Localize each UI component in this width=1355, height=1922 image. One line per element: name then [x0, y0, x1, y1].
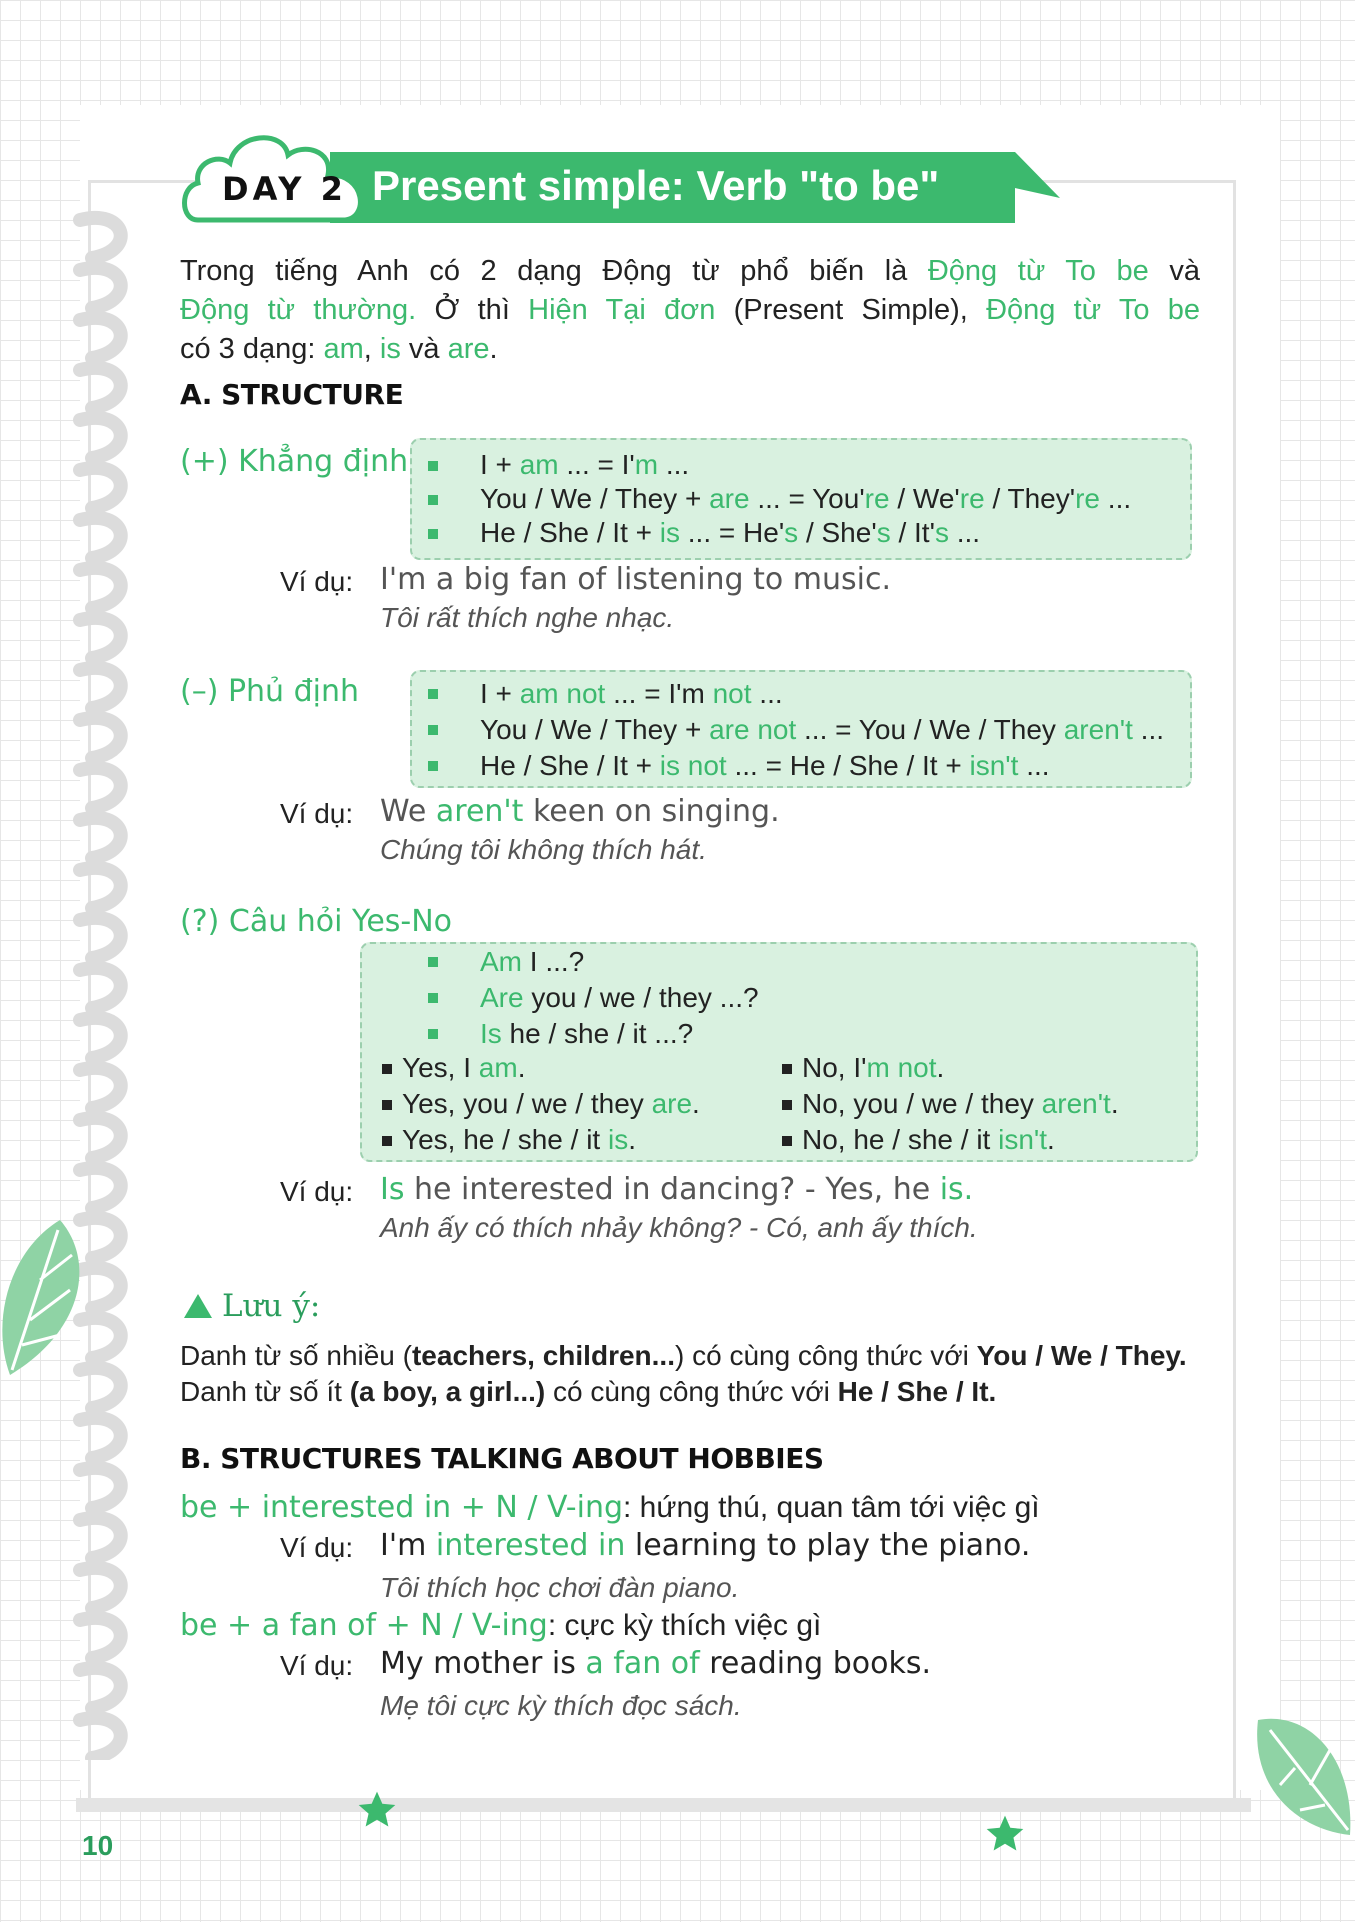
intro-paragraph [180, 252, 1200, 369]
intro-highlight: Hiện Tại đơn [528, 294, 716, 326]
negative-row-text: He / She / It + is not ... = He / She / It + isn't ... [480, 750, 1050, 781]
structure-line: be + interested in + N / V-ing: hứng thú, quan tâm tới việc gì [180, 1490, 1040, 1525]
intro-highlight: am [323, 333, 364, 365]
yes-answer: Yes, he / she / it is. [382, 1122, 636, 1158]
star-icon-right [983, 1812, 1027, 1856]
example-label: Ví dụ: [280, 1532, 354, 1563]
intro-highlight: Động từ To be [927, 255, 1149, 287]
intro-highlight: is [379, 333, 401, 365]
intro-text: Trong tiếng Anh có 2 dạng Động từ phổ biến là [180, 255, 928, 287]
negative-box [410, 670, 1192, 788]
note-title: Lưu ý: [184, 1288, 320, 1324]
negative-example: We aren't keen on singing. [380, 794, 780, 829]
intro-text: , [363, 333, 380, 365]
intro-text: và [400, 333, 448, 365]
negative-row-text: You / We / They + are not ... = You / We / They aren't ... [480, 714, 1165, 745]
affirmative-row-text: You / We / They + are ... = You're / We're / They're ... [480, 483, 1132, 514]
bullet-icon [428, 529, 438, 539]
no-answer: No, you / we / they aren't. [782, 1086, 1119, 1122]
section-b-heading: B. STRUCTURES TALKING ABOUT HOBBIES [180, 1442, 824, 1475]
affirmative-row [412, 448, 1190, 482]
structure-line: be + a fan of + N / V-ing: cực kỳ thích việc gì [180, 1608, 822, 1643]
question-row [412, 980, 912, 1016]
question-label: (?) Câu hỏi Yes-No [180, 904, 453, 939]
spiral-binding-icon [60, 200, 150, 1760]
intro-text: . [489, 333, 498, 365]
intro-highlight: Động từ thường. [180, 294, 417, 326]
bullet-icon [428, 761, 438, 771]
example-label: Ví dụ: [280, 798, 354, 829]
structure-translation: Tôi thích học chơi đàn piano. [380, 1572, 740, 1603]
bullet-icon [382, 1064, 392, 1074]
bullet-icon [428, 957, 438, 967]
question-row-text: Is he / she / it ...? [480, 1018, 694, 1049]
affirmative-translation: Tôi rất thích nghe nhạc. [380, 602, 675, 633]
day-label: DAY 2 [222, 170, 347, 208]
intro-text: và [1148, 255, 1200, 287]
structure-example: My mother is a fan of reading books. [380, 1646, 932, 1681]
affirmative-example: I'm a big fan of listening to music. [380, 562, 892, 597]
affirmative-box [410, 438, 1192, 560]
question-row [412, 944, 912, 980]
structure-translation: Mẹ tôi cực kỳ thích đọc sách. [380, 1690, 742, 1721]
question-translation: Anh ấy có thích nhảy không? - Có, anh ấy thích. [380, 1212, 978, 1243]
star-icon-left [355, 1788, 399, 1832]
leaf-left-icon [0, 1210, 90, 1380]
affirmative-row [412, 516, 1190, 550]
page-title: Present simple: Verb "to be" [372, 162, 940, 209]
intro-highlight: are [447, 333, 490, 365]
bullet-icon [428, 725, 438, 735]
bullet-icon [428, 495, 438, 505]
example-label: Ví dụ: [280, 1650, 354, 1681]
yes-answer: Yes, I am. [382, 1050, 525, 1086]
no-answer: No, I'm not. [782, 1050, 944, 1086]
negative-translation: Chúng tôi không thích hát. [380, 834, 707, 865]
bullet-icon [428, 1029, 438, 1039]
bullet-icon [428, 993, 438, 1003]
page-number: 10 [82, 1830, 114, 1861]
question-row [412, 1016, 912, 1052]
no-answer: No, he / she / it isn't. [782, 1122, 1055, 1158]
negative-row-text: I + am not ... = I'm not ... [480, 678, 783, 709]
bullet-icon [428, 689, 438, 699]
example-label: Ví dụ: [280, 566, 354, 597]
negative-row [412, 712, 1190, 748]
question-box [360, 942, 1198, 1162]
bullet-icon [782, 1100, 792, 1110]
question-forms [412, 944, 912, 1052]
intro-text: Ở thì [416, 294, 529, 326]
bullet-icon [782, 1136, 792, 1146]
section-a-heading: A. STRUCTURE [180, 378, 404, 411]
affirmative-row-text: He / She / It + is ... = He's / She's / It's ... [480, 517, 981, 548]
leaf-right-icon [1240, 1690, 1355, 1840]
affirmative-label: (+) Khẳng định [180, 444, 409, 479]
negative-row [412, 676, 1190, 712]
example-label: Ví dụ: [280, 1176, 354, 1207]
question-example: Is he interested in dancing? - Yes, he is. [380, 1172, 974, 1207]
bullet-icon [782, 1064, 792, 1074]
note-line: Danh từ số nhiều (teachers, children...) có cùng công thức với You / We / They. [180, 1340, 1187, 1371]
bullet-icon [382, 1100, 392, 1110]
yes-answer: Yes, you / we / they are. [382, 1086, 700, 1122]
bullet-icon [382, 1136, 392, 1146]
intro-text: có 3 dạng: [180, 333, 324, 365]
negative-row [412, 748, 1190, 784]
affirmative-row-text: I + am ... = I'm ... [480, 449, 690, 480]
note-line: Danh từ số ít (a boy, a girl...) có cùng công thức với He / She / It. [180, 1376, 997, 1407]
question-row-text: Are you / we / they ...? [480, 982, 759, 1013]
negative-label: (–) Phủ định [180, 674, 360, 709]
bullet-icon [428, 461, 438, 471]
warning-triangle-icon [184, 1294, 212, 1318]
page-bottom-bar [76, 1798, 1251, 1812]
intro-highlight: Động từ To be [986, 294, 1201, 326]
structure-example: I'm interested in learning to play the piano. [380, 1528, 1031, 1563]
affirmative-row [412, 482, 1190, 516]
intro-text: (Present Simple), [715, 294, 987, 326]
question-row-text: Am I ...? [480, 946, 585, 977]
